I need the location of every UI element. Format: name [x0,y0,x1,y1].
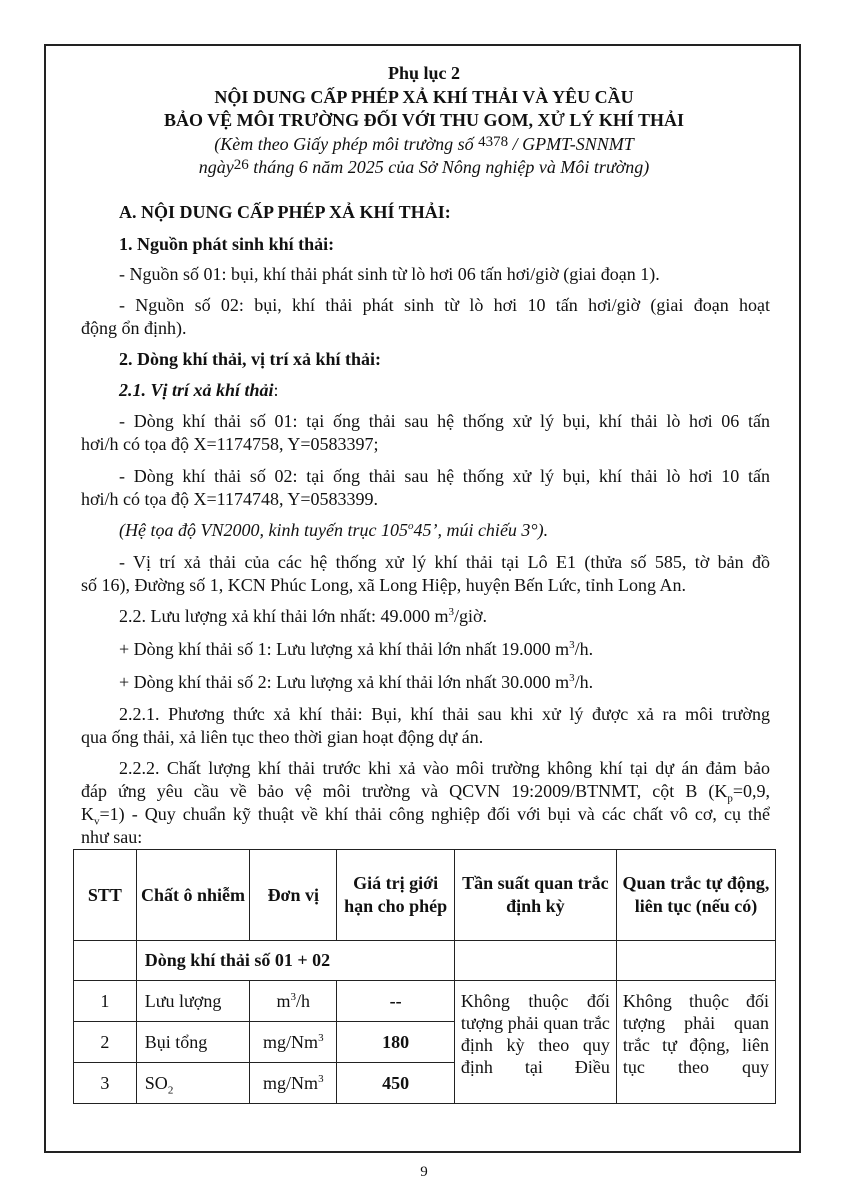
discharge-method-line-2: qua ống thải, xả liên tục theo thời gian hoạt động dự án. [81,727,484,747]
continuous-monitoring-note: Không thuộc đối tượng phải quan trắc tự động, liên tục theo quy [616,981,775,1104]
emission-limits-table [73,849,776,1104]
location-line-2: số 16), Đường số 1, KCN Phúc Long, xã Long Hiệp, huyện Bến Lức, tỉnh Long An. [81,575,686,595]
stream-1-line-1: - Dòng khí thải số 01: tại ống thải sau hệ thống xử lý bụi, khí thải lò hơi 06 tấn [119,411,770,431]
quality-line-4: như sau: [81,827,143,847]
stream-2-line-1: - Dòng khí thải số 02: tại ống thải sau hệ thống xử lý bụi, khí thải lò hơi 10 tấn [119,466,770,486]
title-line-1: NỘI DUNG CẤP PHÉP XẢ KHÍ THẢI VÀ YÊU CẦU [214,87,634,107]
group-label: Dòng khí thải số 01 + 02 [136,941,454,981]
header-limit: Giá trị giới hạn cho phép [337,850,455,941]
table-row: 3 $SO_2$ mg/Nm$^3$ 450 [74,1063,776,1104]
header-unit: Đơn vị [250,850,337,941]
header-periodic: Tần suất quan trắc định kỳ [454,850,616,941]
max-flow-stream-2: + Dòng khí thải số 2: Lưu lượng xả khí thải lớn nhất 30.000 $m^3/h$. [119,672,594,692]
quality-line-2: đáp ứng yêu cầu về bảo vệ môi trường và QCVN 19:2009/BTNMT, cột B ($K_p=0,9$, [81,781,770,805]
table-header-row [74,850,776,941]
discharge-method-line-1: 2.2.1. Phương thức xả khí thải: Bụi, khí thải sau khi xử lý được xả ra môi trường [119,704,770,724]
table-row: 2 Bụi tổng mg/Nm$^3$ 180 [74,1022,776,1063]
section-a-heading: A. NỘI DUNG CẤP PHÉP XẢ KHÍ THẢI: [119,202,451,222]
attachment-line: (Kèm theo Giấy phép môi trường số $^{4378}$ / GPMT-SNNMT [214,134,634,154]
max-flow-total: 2.2. Lưu lượng xả khí thải lớn nhất: 49.000 $m^3$/giờ. [119,606,488,626]
quality-line-3: $K_v=1$) - Quy chuẩn kỹ thuật về khí thải công nghiệp đối với bụi và các chất vô cơ, cụ thể [81,804,770,828]
table-row: 1 Lưu lượng $m^3/h$ -- Không thuộc đối tượng phải quan trắc định kỳ theo quy định tại Điều Không thuộc đối tượng phải quan trắc tự động, liên tục theo quy [74,981,776,1022]
source-1-text: - Nguồn số 01: bụi, khí thải phát sinh từ lò hơi 06 tấn hơi/giờ (giai đoạn 1). [119,264,660,284]
source-2-line-2: động ổn định). [81,318,187,338]
header-stt: STT [74,850,137,941]
section-2-heading: 2. Dòng khí thải, vị trí xả khí thải: [119,349,382,369]
appendix-label: Phụ lục 2 [387,63,461,83]
section-2-1-heading: 2.1. Vị trí xả khí thải: [119,380,279,400]
page-number: 9 [420,1164,428,1180]
section-1-heading: 1. Nguồn phát sinh khí thải: [119,234,335,254]
header-continuous: Quan trắc tự động, liên tục (nếu có) [616,850,775,941]
quality-line-1: 2.2.2. Chất lượng khí thải trước khi xả vào môi trường không khí tại dự án đảm bảo [119,758,770,778]
stream-2-line-2: hơi/h có tọa độ X=1174748, Y=0583399. [81,489,378,509]
periodic-monitoring-note: Không thuộc đối tượng phải quan trắc định kỳ theo quy định tại Điều [454,981,616,1104]
permit-number: 4378 [478,134,509,150]
title-line-2: BẢO VỆ MÔI TRƯỜNG ĐỐI VỚI THU GOM, XỬ LÝ KHÍ THẢI [163,110,685,130]
date-day: 26 [233,157,249,173]
source-2-line-1: - Nguồn số 02: bụi, khí thải phát sinh từ lò hơi 10 tấn hơi/giờ (giai đoạn hoạt [119,295,770,315]
location-line-1: - Vị trí xả thải của các hệ thống xử lý khí thải tại Lô E1 (thửa số 585, tờ bản đồ [119,552,770,572]
group-row [74,941,776,981]
date-line: ngày$^{26}$ tháng 6 năm 2025 của Sở Nông nghiệp và Môi trường) [198,157,650,177]
stream-1-line-2: hơi/h có tọa độ X=1174758, Y=0583397; [81,434,379,454]
coordinate-note: (Hệ tọa độ VN2000, kinh tuyến trục 105$^o$45’, múi chiếu 3°). [119,520,549,540]
max-flow-stream-1: + Dòng khí thải số 1: Lưu lượng xả khí thải lớn nhất 19.000 $m^3/h$. [119,639,594,659]
header-pollutant: Chất ô nhiễm [136,850,249,941]
